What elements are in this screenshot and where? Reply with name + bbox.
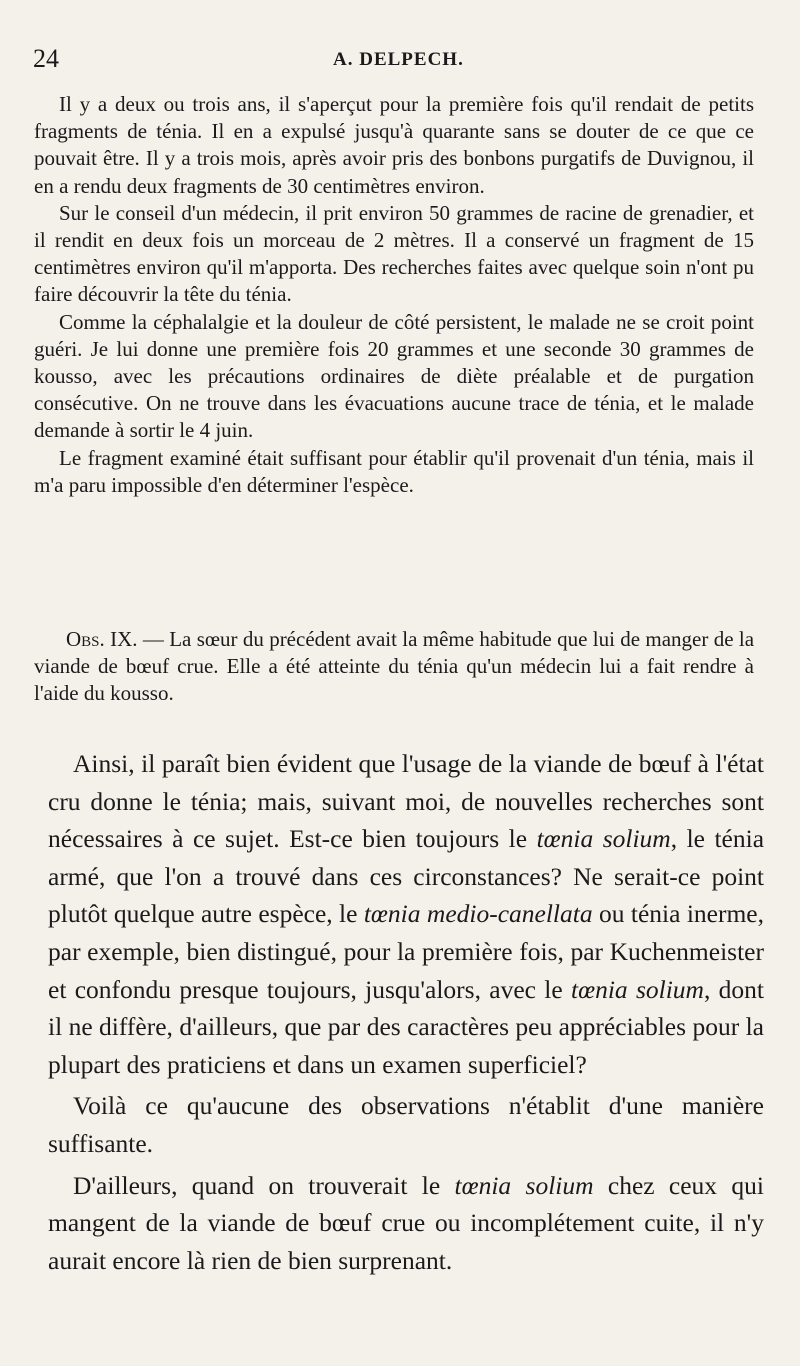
obs8-paragraph-2: Sur le conseil d'un médecin, il prit environ 50 grammes de racine de grenadier, et il rendit en deux fois un morceau de 2 mètres. Il a conservé un fragment de 15 centimètres environ qu'il m'apporta. Des recherches faites avec quelque soin n'ont pu faire découvrir la tête du ténia.: [34, 200, 754, 307]
obs8-paragraph-1: Il y a deux ou trois ans, il s'aperçut pour la première fois qu'il rendait de petits fragments de ténia. Il en a expulsé jusqu'à quarante sans se douter de ce que ce pouvait être. Il y a trois mois, après avoir pris des bonbons purgatifs de Duvignou, il en a rendu deux fragments de 30 centimètres environ.: [34, 92, 754, 198]
main-p1-text-b: , le ténia armé, que l'on a trouvé dans ces circonstances? Ne serait-ce point plutôt quelque autre espèce, le: [48, 824, 765, 929]
obs9-paragraph: [34, 626, 754, 708]
obs9-label: Obs. IX.: [66, 627, 138, 651]
italic-term-taenia-medio-canellata: tœnia medio-canellata: [363, 899, 593, 929]
italic-term-taenia-solium: tœnia solium: [570, 974, 704, 1004]
main-p3-text-a: D'ailleurs, quand on trouverait le: [73, 1170, 455, 1200]
obs8-paragraph-4: Le fragment examiné était suffisant pour établir qu'il provenait d'un ténia, mais il m'a paru impossible d'en déterminer l'espèce.: [34, 445, 754, 497]
observation-9: [34, 626, 754, 708]
running-title: A. DELPECH.: [333, 49, 464, 70]
main-p1-text-c: ou ténia inerme, par exemple, bien distingué, pour la première fois, par Kuchenmeister et confondu presque toujours, jusqu'alors, avec le: [48, 899, 764, 1004]
main-paragraph-1: [48, 745, 764, 1083]
main-paragraph-2: Voilà ce qu'aucune des observations n'établit d'une manière suffisante.: [48, 1091, 764, 1158]
main-p1-text-a: Ainsi, il paraît bien évident que l'usage de la viande de bœuf à l'état cru donne le ténia; mais, suivant moi, de nouvelles recherches sont nécessaires à ce sujet. Est-ce bien toujours le: [48, 749, 764, 854]
main-p3-text-b: chez ceux qui mangent de la viande de bœuf crue ou incomplétement cuite, il n'y aurait encore là rien de bien surprenant.: [48, 1170, 764, 1275]
page-number: 24: [33, 44, 59, 73]
obs9-dash: —: [137, 627, 170, 651]
italic-term-taenia-solium: tœnia solium: [536, 824, 671, 854]
main-p1-text-d: , dont il ne diffère, d'ailleurs, que par des caractères peu appréciables pour la plupart des praticiens et dans un examen superficiel?: [48, 974, 764, 1079]
main-text: [48, 745, 764, 1279]
obs8-paragraph-3: Comme la céphalalgie et la douleur de côté persistent, le malade ne se croit point guéri. Je lui donne une première fois 20 grammes et une seconde 30 grammes de kousso, avec les précautions ordinaires de diète préalable et de purgation consécutive. On ne trouve dans les évacuations aucune trace de ténia, et le malade demande à sortir le 4 juin.: [34, 309, 754, 443]
observation-8-continued: [34, 91, 754, 499]
page-header: [33, 44, 760, 74]
italic-term-taenia-solium: tœnia solium: [454, 1170, 594, 1200]
obs9-text: La sœur du précédent avait la même habitude que lui de manger de la viande de bœuf crue. Elle a été atteinte du ténia qu'un médecin lui a fait rendre à l'aide du kousso.: [34, 627, 755, 706]
main-paragraph-3: [48, 1167, 764, 1280]
